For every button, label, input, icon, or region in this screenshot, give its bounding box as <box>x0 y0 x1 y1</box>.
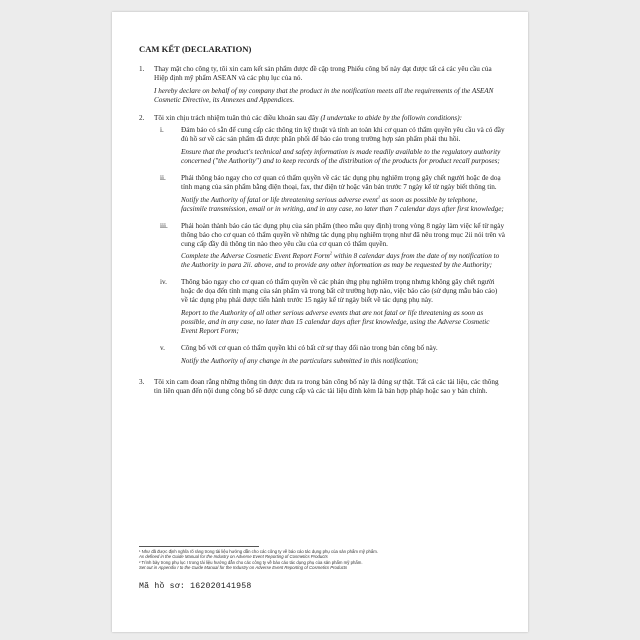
sub-item <box>154 174 505 218</box>
list-item <box>139 114 505 374</box>
item-text <box>154 114 505 123</box>
sub-item-number: ii. <box>160 174 166 183</box>
footnote-ref: 2 <box>329 251 333 257</box>
document-page <box>112 12 528 632</box>
footnote-en: Set out in Appendix I to the Guide Manual for the Industry on Adverse Event Reporting of Cosmetics Products <box>139 565 348 571</box>
sub-item-text-vi: Phải hoàn thành báo cáo tác dụng phụ của sản phẩm (theo mẫu quy định) trong vòng 8 ngày làm việc kể từ ngày thông báo cho cơ quan có thẩm quyền về những tác dụng phụ nghiêm trọng như đã nêu trong mục 2ii nói trên và cung cấp đầy đủ thông tin nào theo yêu cầu của cơ quan có thẩm quyền. <box>181 221 505 248</box>
sub-item-text-en: Report to the Authority of all other serious adverse events that are not fatal or life threatening as soon as possible, and in any case, no later than 15 calendar days after first knowledge, using the Adverse Cosmetic Event Report Form; <box>181 308 490 335</box>
item-text-en: I hereby declare on behalf of my company that the product in the notification meets all the requirements of the ASEAN Cosmetic Directive, its Annexes and Appendices. <box>154 86 494 104</box>
sub-item-number: iii. <box>160 221 168 230</box>
sub-item-text-en-part: Complete the Adverse Cosmetic Event Report Form <box>181 252 330 261</box>
item-text-vi: Thay mặt cho công ty, tôi xin cam kết sản phẩm được đề cập trong Phiếu công bố này đạt được tất cả các yêu cầu của Hiệp định mỹ phẩm ASEAN và các phụ lục của nó. <box>154 64 492 82</box>
footnote-ref: 1 <box>377 194 381 200</box>
list-item <box>139 378 505 400</box>
item-number: 1. <box>139 64 145 73</box>
item-text-vi: Tôi xin chịu trách nhiệm tuân thủ các điều khoản sau đây <box>154 113 319 122</box>
sub-item <box>154 126 505 170</box>
sub-item-text-en <box>181 252 505 270</box>
sub-item-number: iv. <box>160 278 167 287</box>
sub-item-number: v. <box>160 343 165 352</box>
footnote-vi: ² Trình bày trong phụ lục I trong tài liệu hướng dẫn cho các công ty về báo cáo tác dụng phụ của sản phẩm mỹ phẩm. <box>139 559 363 565</box>
sub-item-text-en: Ensure that the product's technical and safety information is made readily available to the regulatory authority concerned ("the Authority") and to keep records of the distribution of the products for product recall purposes; <box>181 148 501 166</box>
sub-item-text-en-part: within 8 calendar days from the date of my notification to the Authority in para 2ii. above, and to provide any other information as may be requested by the Authority; <box>181 252 500 270</box>
item-text-en: (I undertake to abide by the followin conditions): <box>320 113 462 122</box>
item-text-vi: Tôi xin cam đoan rằng những thông tin được đưa ra trong bản công bố này là đúng sự thật. Tất cả các tài liệu, các thông tin liên quan đến nội dung công bố sẽ được cung cấp và các tài liệu đính kèm là bản hợp pháp hoặc sao y bản chính. <box>154 378 499 396</box>
footnote-en: As defined in the Guide Manual for the Industry on Adverse Event Reporting of Cosmetics Products <box>139 554 328 560</box>
sub-item <box>154 278 505 339</box>
sub-item-text-vi: Đảm bảo có sẵn để cung cấp các thông tin kỹ thuật và tính an toàn khi cơ quan có thẩm quyền yêu cầu và có đầy đủ hồ sơ về các sản phẩm đã được phân phối để báo cáo trong trường hợp sản phẩm phải thu hồi. <box>181 126 505 144</box>
footnotes <box>139 546 499 571</box>
document-title: CAM KẾT (DECLARATION) <box>139 44 252 54</box>
sub-item-text-en-part: Notify the Authority of fatal or life threatening serious adverse event <box>181 195 378 204</box>
footnote-divider <box>139 546 259 547</box>
sub-item <box>154 344 505 370</box>
sub-item-text-en-part: as soon as possible by telephone, facsimile transmission, email or in writing, and in any case, no later than 7 calendar days after first knowledge; <box>181 195 504 213</box>
sub-item-text-en <box>181 196 505 214</box>
item-number: 3. <box>139 378 145 387</box>
declaration-body <box>139 45 505 405</box>
sub-item <box>154 222 505 275</box>
sub-item-text-vi: Phải thông báo ngay cho cơ quan có thẩm quyền về các tác dụng phụ nghiêm trọng gây chết người hoặc đe doạ tính mạng của sản phẩm bằng điện thoại, fax, thư điện tử hoặc văn bản trước 7 ngày kể từ ngày biết thông tin. <box>181 174 501 191</box>
sub-item-number: i. <box>160 126 164 135</box>
record-number: Mã hồ sơ: 162020141958 <box>139 582 252 591</box>
list-item <box>139 65 505 109</box>
sub-item-text-vi: Thông báo ngay cho cơ quan có thẩm quyền về các phản ứng phụ nghiêm trọng nhưng không gây chết người hoặc đe dọa đến tính mạng của sản phẩm và trong bất cứ trường hợp nào, việc báo cáo (sử dụng mẫu báo cáo) về tác dụng phụ phải được tiến hành trước 15 ngày kể từ ngày biết về tác dụng phụ này. <box>181 278 498 305</box>
footnote-vi: ¹ Như đã được định nghĩa rõ ràng trong tài liệu hướng dẫn cho các công ty về báo cáo tác dụng phụ của sản phẩm mỹ phẩm. <box>139 549 379 554</box>
sub-item-text-vi: Công bố với cơ quan có thẩm quyền khi có bất cứ sự thay đổi nào trong bản công bố này. <box>181 343 438 352</box>
sub-item-text-en: Notify the Authority of any change in the particulars submitted in this notification; <box>181 356 419 365</box>
item-number: 2. <box>139 113 145 122</box>
